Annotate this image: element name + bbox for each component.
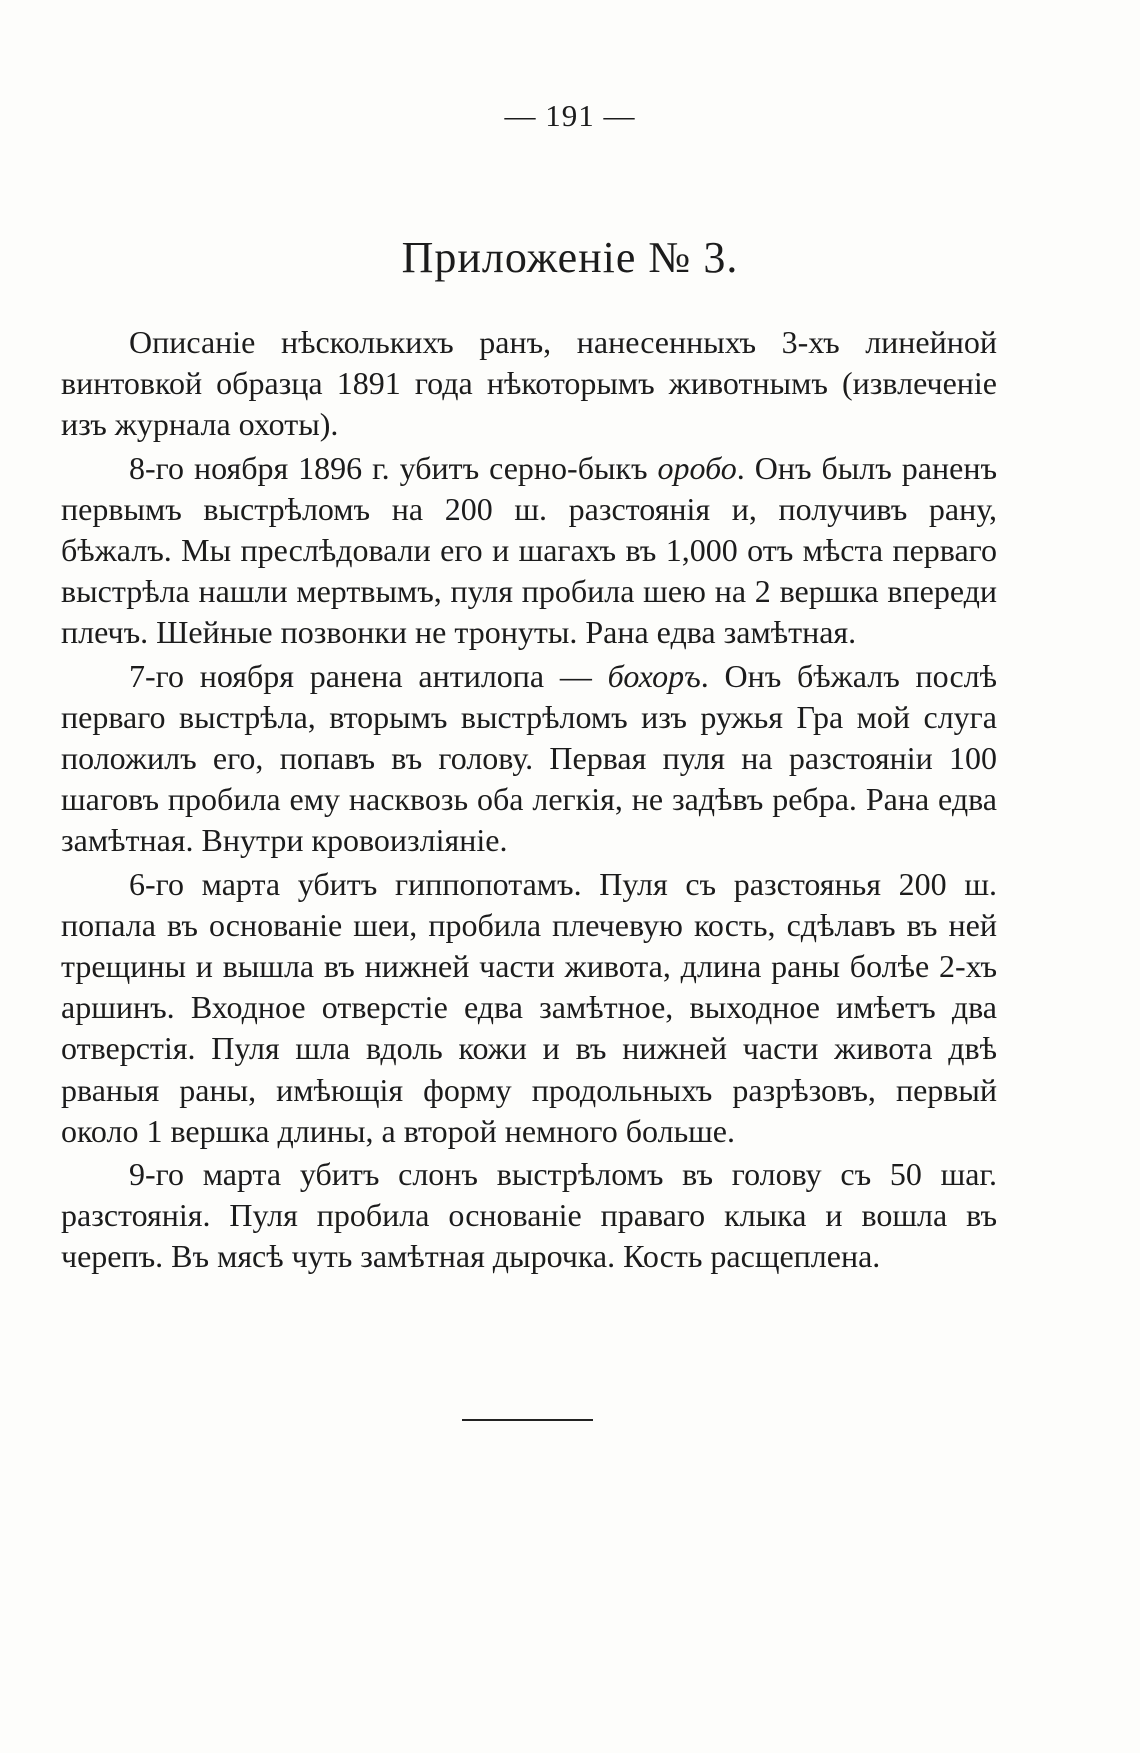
paragraph [61, 656, 997, 862]
paragraph [61, 322, 997, 446]
italic-term: оробо [657, 449, 737, 486]
paragraph [61, 864, 997, 1152]
paragraph-text: 6-го марта убитъ гиппопотамъ. Пуля съ разстоянья 200 ш. попала въ основаніе шеи, пробила плечевую кость, сдѣлавъ въ ней трещины и вышла въ нижней части живота, длина раны болѣе 2-хъ аршинъ. Входное отверстіе едва замѣтное, выходное имѣетъ два отверстія. Пуля шла вдоль кожи и въ нижней части живота двѣ рваныя раны, имѣющія форму продольныхъ разрѣзовъ, первый около 1 вершка длины, а второй немного больше. [61, 865, 997, 1149]
paragraph-text: 8-го ноября 1896 г. убитъ серно-быкъ [129, 449, 658, 486]
paragraph-text: 7-го ноября ранена антилопа — [129, 657, 608, 694]
appendix-title: Приложеніе № 3. [401, 233, 739, 282]
paragraph-text: . Онъ бѣжалъ послѣ перваго выстрѣла, вторымъ выстрѣломъ изъ ружья Гра мой слуга положилъ его, попавъ въ голову. Первая пуля на разстояніи 100 шаговъ пробила ему насквозь оба легкія, не задѣвъ ребра. Рана едва замѣтная. Внутри кровоизліяніе. [61, 657, 997, 859]
paragraph-text: . Онъ былъ раненъ первымъ выстрѣломъ на 200 ш. разстоянія и, получивъ рану, бѣжалъ. Мы преслѣдовали его и шагахъ въ 1,000 отъ мѣста перваго выстрѣла нашли мертвымъ, пуля пробила шею на 2 вершка впереди плечъ. Шейные позвонки не тронуты. Рана едва замѣтная. [61, 449, 998, 651]
paragraph [61, 1154, 997, 1278]
page-number: — 191 — [504, 98, 636, 133]
end-rule [462, 1419, 593, 1421]
italic-term: бохоръ [607, 657, 701, 694]
body-text [61, 322, 997, 1280]
paragraph-text: 9-го марта убитъ слонъ выстрѣломъ въ голову съ 50 шаг. разстоянія. Пуля пробила основаніе праваго клыка и вошла въ черепъ. Въ мясѣ чуть замѣтная дырочка. Кость расщеплена. [61, 1156, 997, 1275]
paragraph [61, 448, 997, 654]
paragraph-text: Описаніе нѣсколькихъ ранъ, нанесенныхъ 3-хъ линейной винтовкой образца 1891 года нѣкоторымъ животнымъ (извлеченіе изъ журнала охоты). [61, 324, 997, 443]
